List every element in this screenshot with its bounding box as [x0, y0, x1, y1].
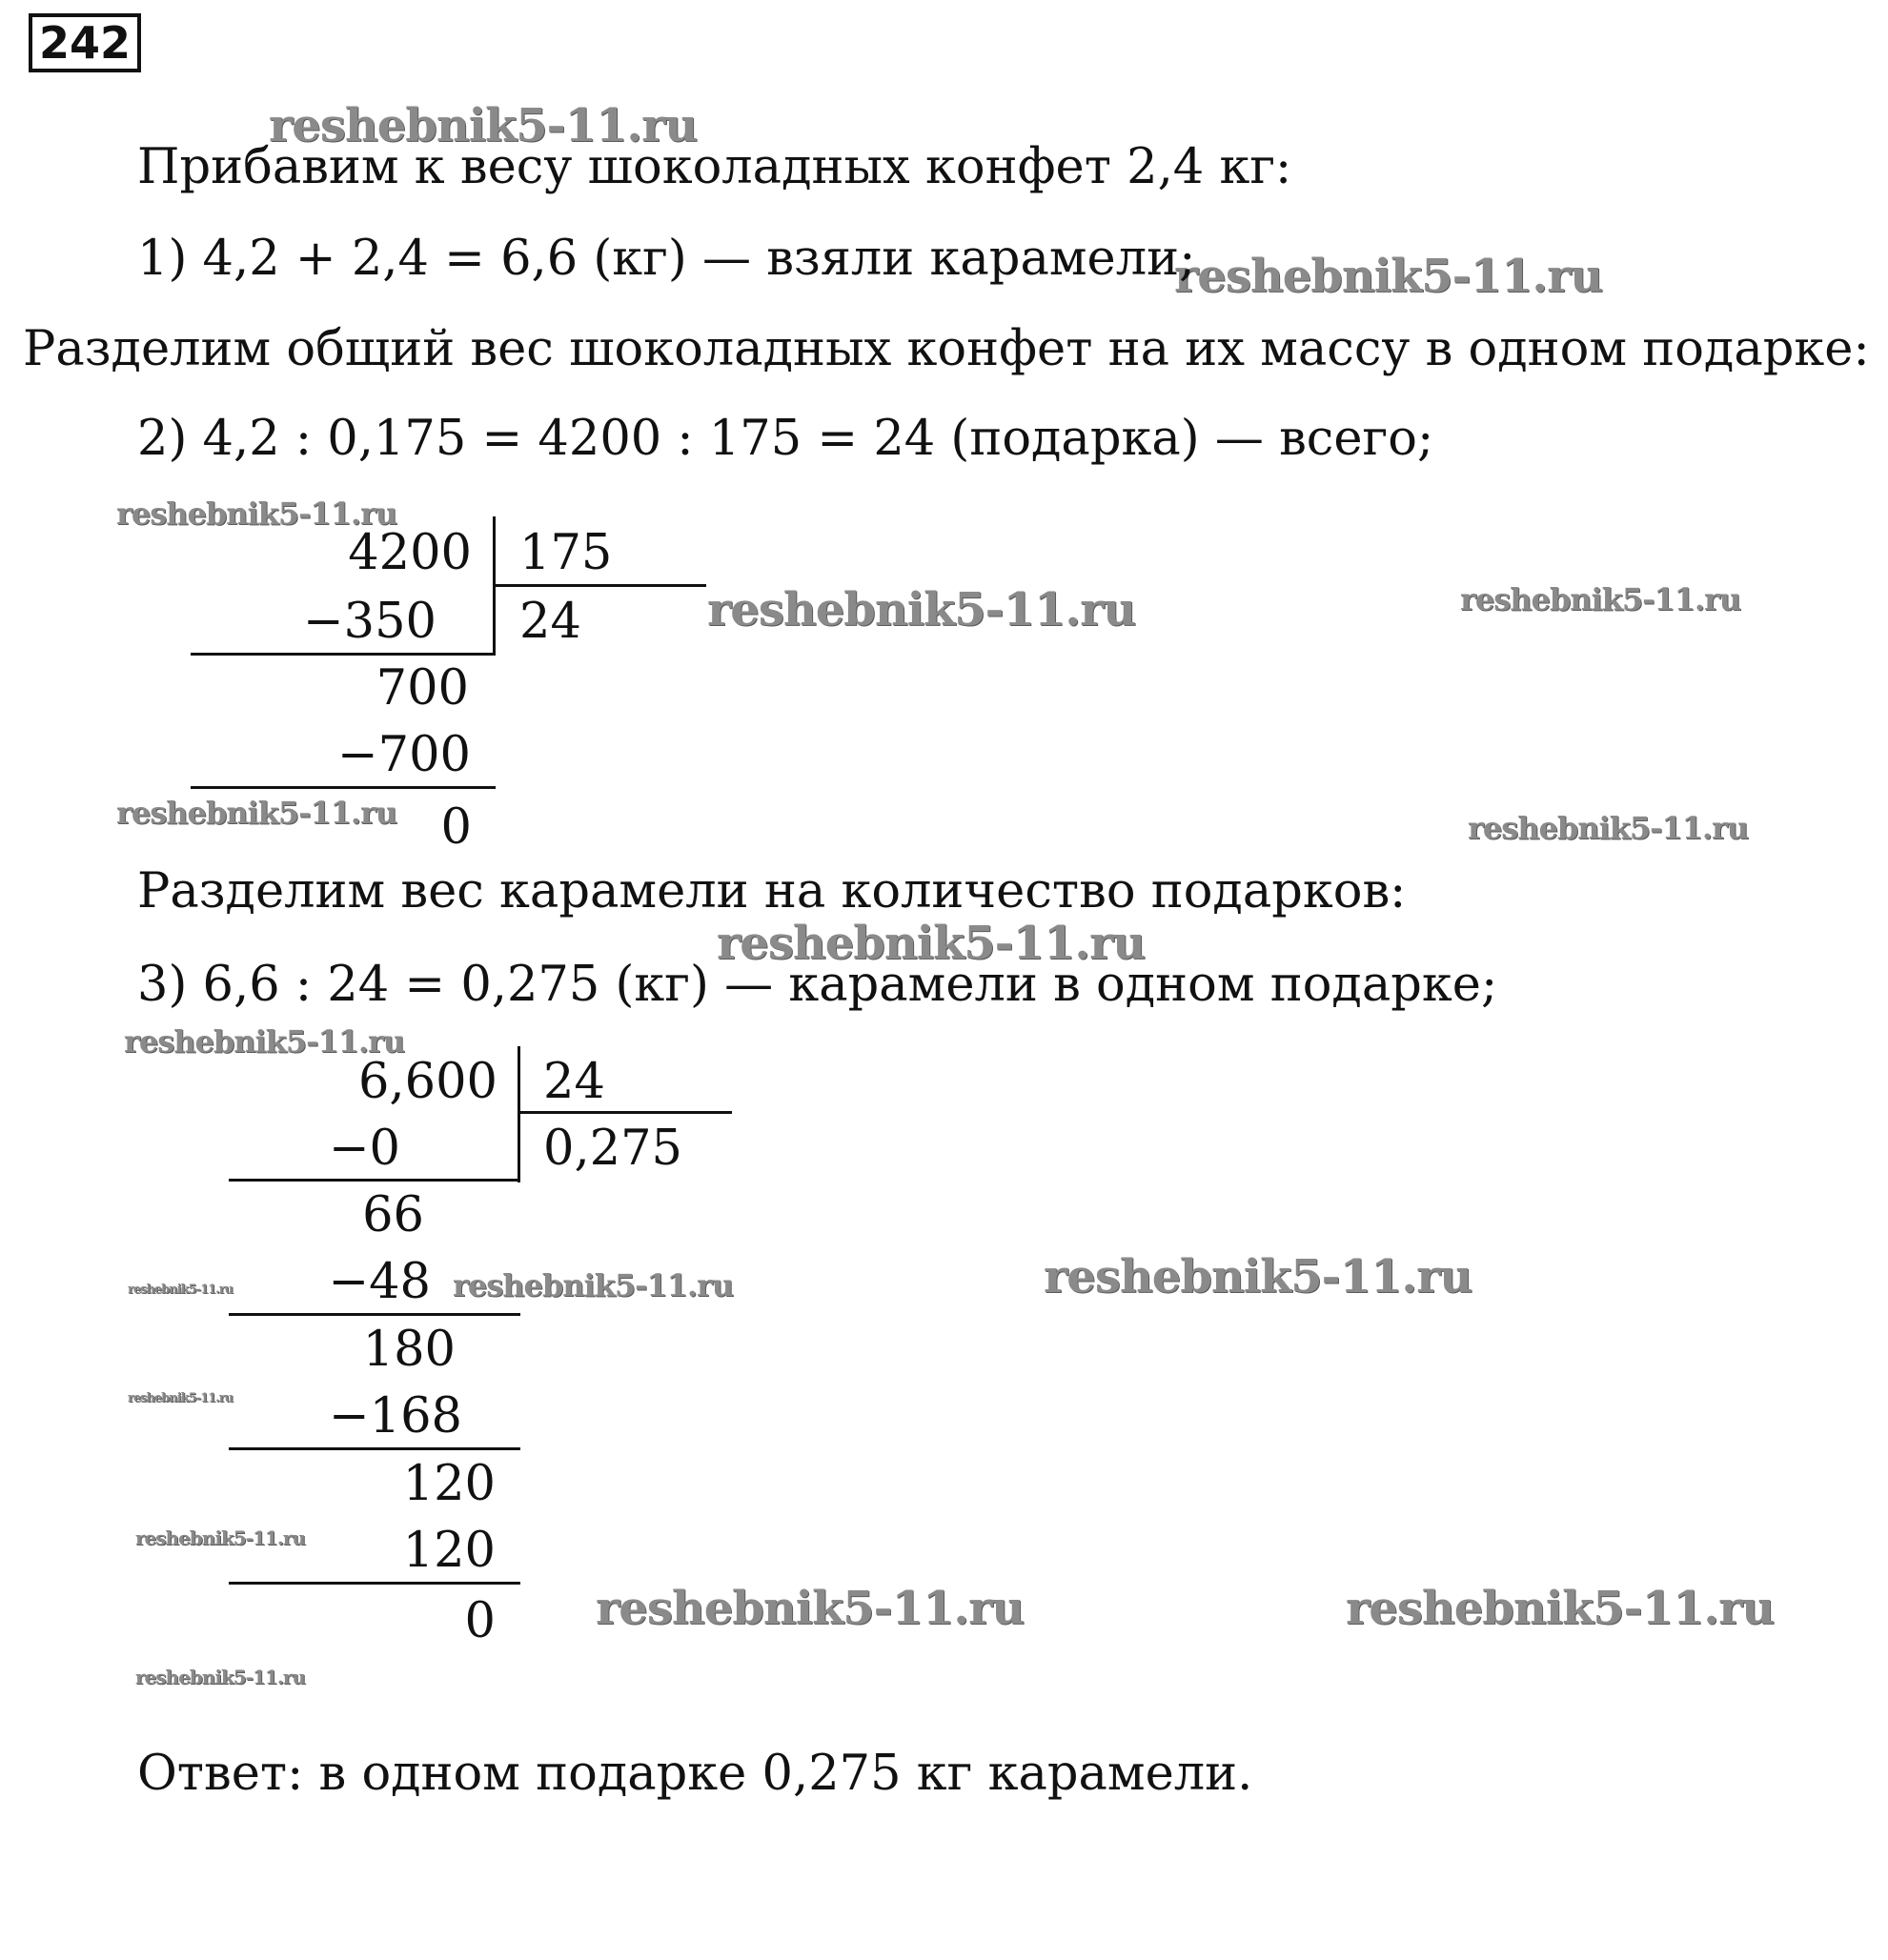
division-2-step: −48: [328, 1254, 431, 1310]
division-1-quotient: 24: [519, 594, 581, 650]
watermark: reshebnik5-11.ru: [1346, 1582, 1775, 1635]
watermark: reshebnik5-11.ru: [116, 495, 397, 532]
division-2-rule: [229, 1179, 520, 1182]
division-2-divisor-line: [519, 1111, 732, 1114]
step-1: 1) 4,2 + 2,4 = 6,6 (кг) — взяли карамели;: [137, 231, 1196, 287]
division-2-step: −168: [328, 1388, 462, 1445]
intro-line-2: Разделим общий вес шоколадных конфет на их массу в одном подарке:: [23, 321, 1870, 377]
watermark: reshebnik5-11.ru: [596, 1582, 1025, 1635]
division-2-step: 66: [362, 1187, 424, 1243]
step-3: 3) 6,6 : 24 = 0,275 (кг) — карамели в одном подарке;: [137, 957, 1498, 1013]
division-1-step: −700: [336, 727, 471, 783]
division-2-divisor: 24: [543, 1054, 605, 1110]
division-2-quotient: 0,275: [543, 1121, 683, 1177]
watermark: reshebnik5-11.ru: [269, 99, 698, 152]
step-2: 2) 4,2 : 0,175 = 4200 : 175 = 24 (подарка) — всего;: [137, 411, 1434, 467]
intro-line-1: Прибавим к весу шоколадных конфет 2,4 кг:: [137, 139, 1292, 195]
problem-number: 242: [29, 13, 141, 72]
intro-line-3: Разделим вес карамели на количество подарков:: [137, 863, 1407, 919]
division-1-dividend: 4200: [348, 525, 472, 581]
watermark: reshebnik5-11.ru: [453, 1267, 734, 1303]
watermark: reshebnik5-11.ru: [707, 583, 1136, 636]
division-1-rule: [191, 786, 496, 789]
watermark: reshebnik5-11.ru: [135, 1526, 305, 1549]
division-2-rule: [229, 1313, 520, 1316]
division-2-step: −0: [328, 1121, 400, 1177]
division-2-step: 0: [464, 1593, 496, 1649]
division-2-rule: [229, 1447, 520, 1450]
division-1-step: 0: [440, 799, 472, 856]
division-1-step: −350: [302, 594, 436, 650]
watermark: reshebnik5-11.ru: [1044, 1250, 1472, 1303]
division-1-divisor-line: [495, 584, 706, 587]
watermark: reshebnik5-11.ru: [124, 1023, 405, 1060]
division-2-dividend: 6,600: [357, 1054, 497, 1110]
division-1-rule: [191, 653, 496, 656]
division-1-divisor: 175: [519, 525, 613, 581]
watermark: reshebnik5-11.ru: [1174, 250, 1603, 303]
answer: Ответ: в одном подарке 0,275 кг карамели.: [137, 1746, 1253, 1802]
division-2-rule: [229, 1582, 520, 1585]
watermark: reshebnik5-11.ru: [1468, 810, 1749, 846]
watermark: reshebnik5-11.ru: [135, 1666, 305, 1688]
watermark: reshebnik5-11.ru: [128, 1391, 233, 1405]
watermark: reshebnik5-11.ru: [128, 1283, 233, 1297]
watermark: reshebnik5-11.ru: [1460, 581, 1741, 617]
division-2-step: 180: [362, 1322, 456, 1378]
division-2-step: 120: [402, 1456, 496, 1512]
division-2-vertical-bar: [518, 1046, 520, 1182]
division-2-step: 120: [402, 1523, 496, 1579]
watermark: reshebnik5-11.ru: [717, 917, 1146, 970]
watermark: reshebnik5-11.ru: [116, 795, 397, 831]
division-1-step: 700: [376, 660, 469, 717]
